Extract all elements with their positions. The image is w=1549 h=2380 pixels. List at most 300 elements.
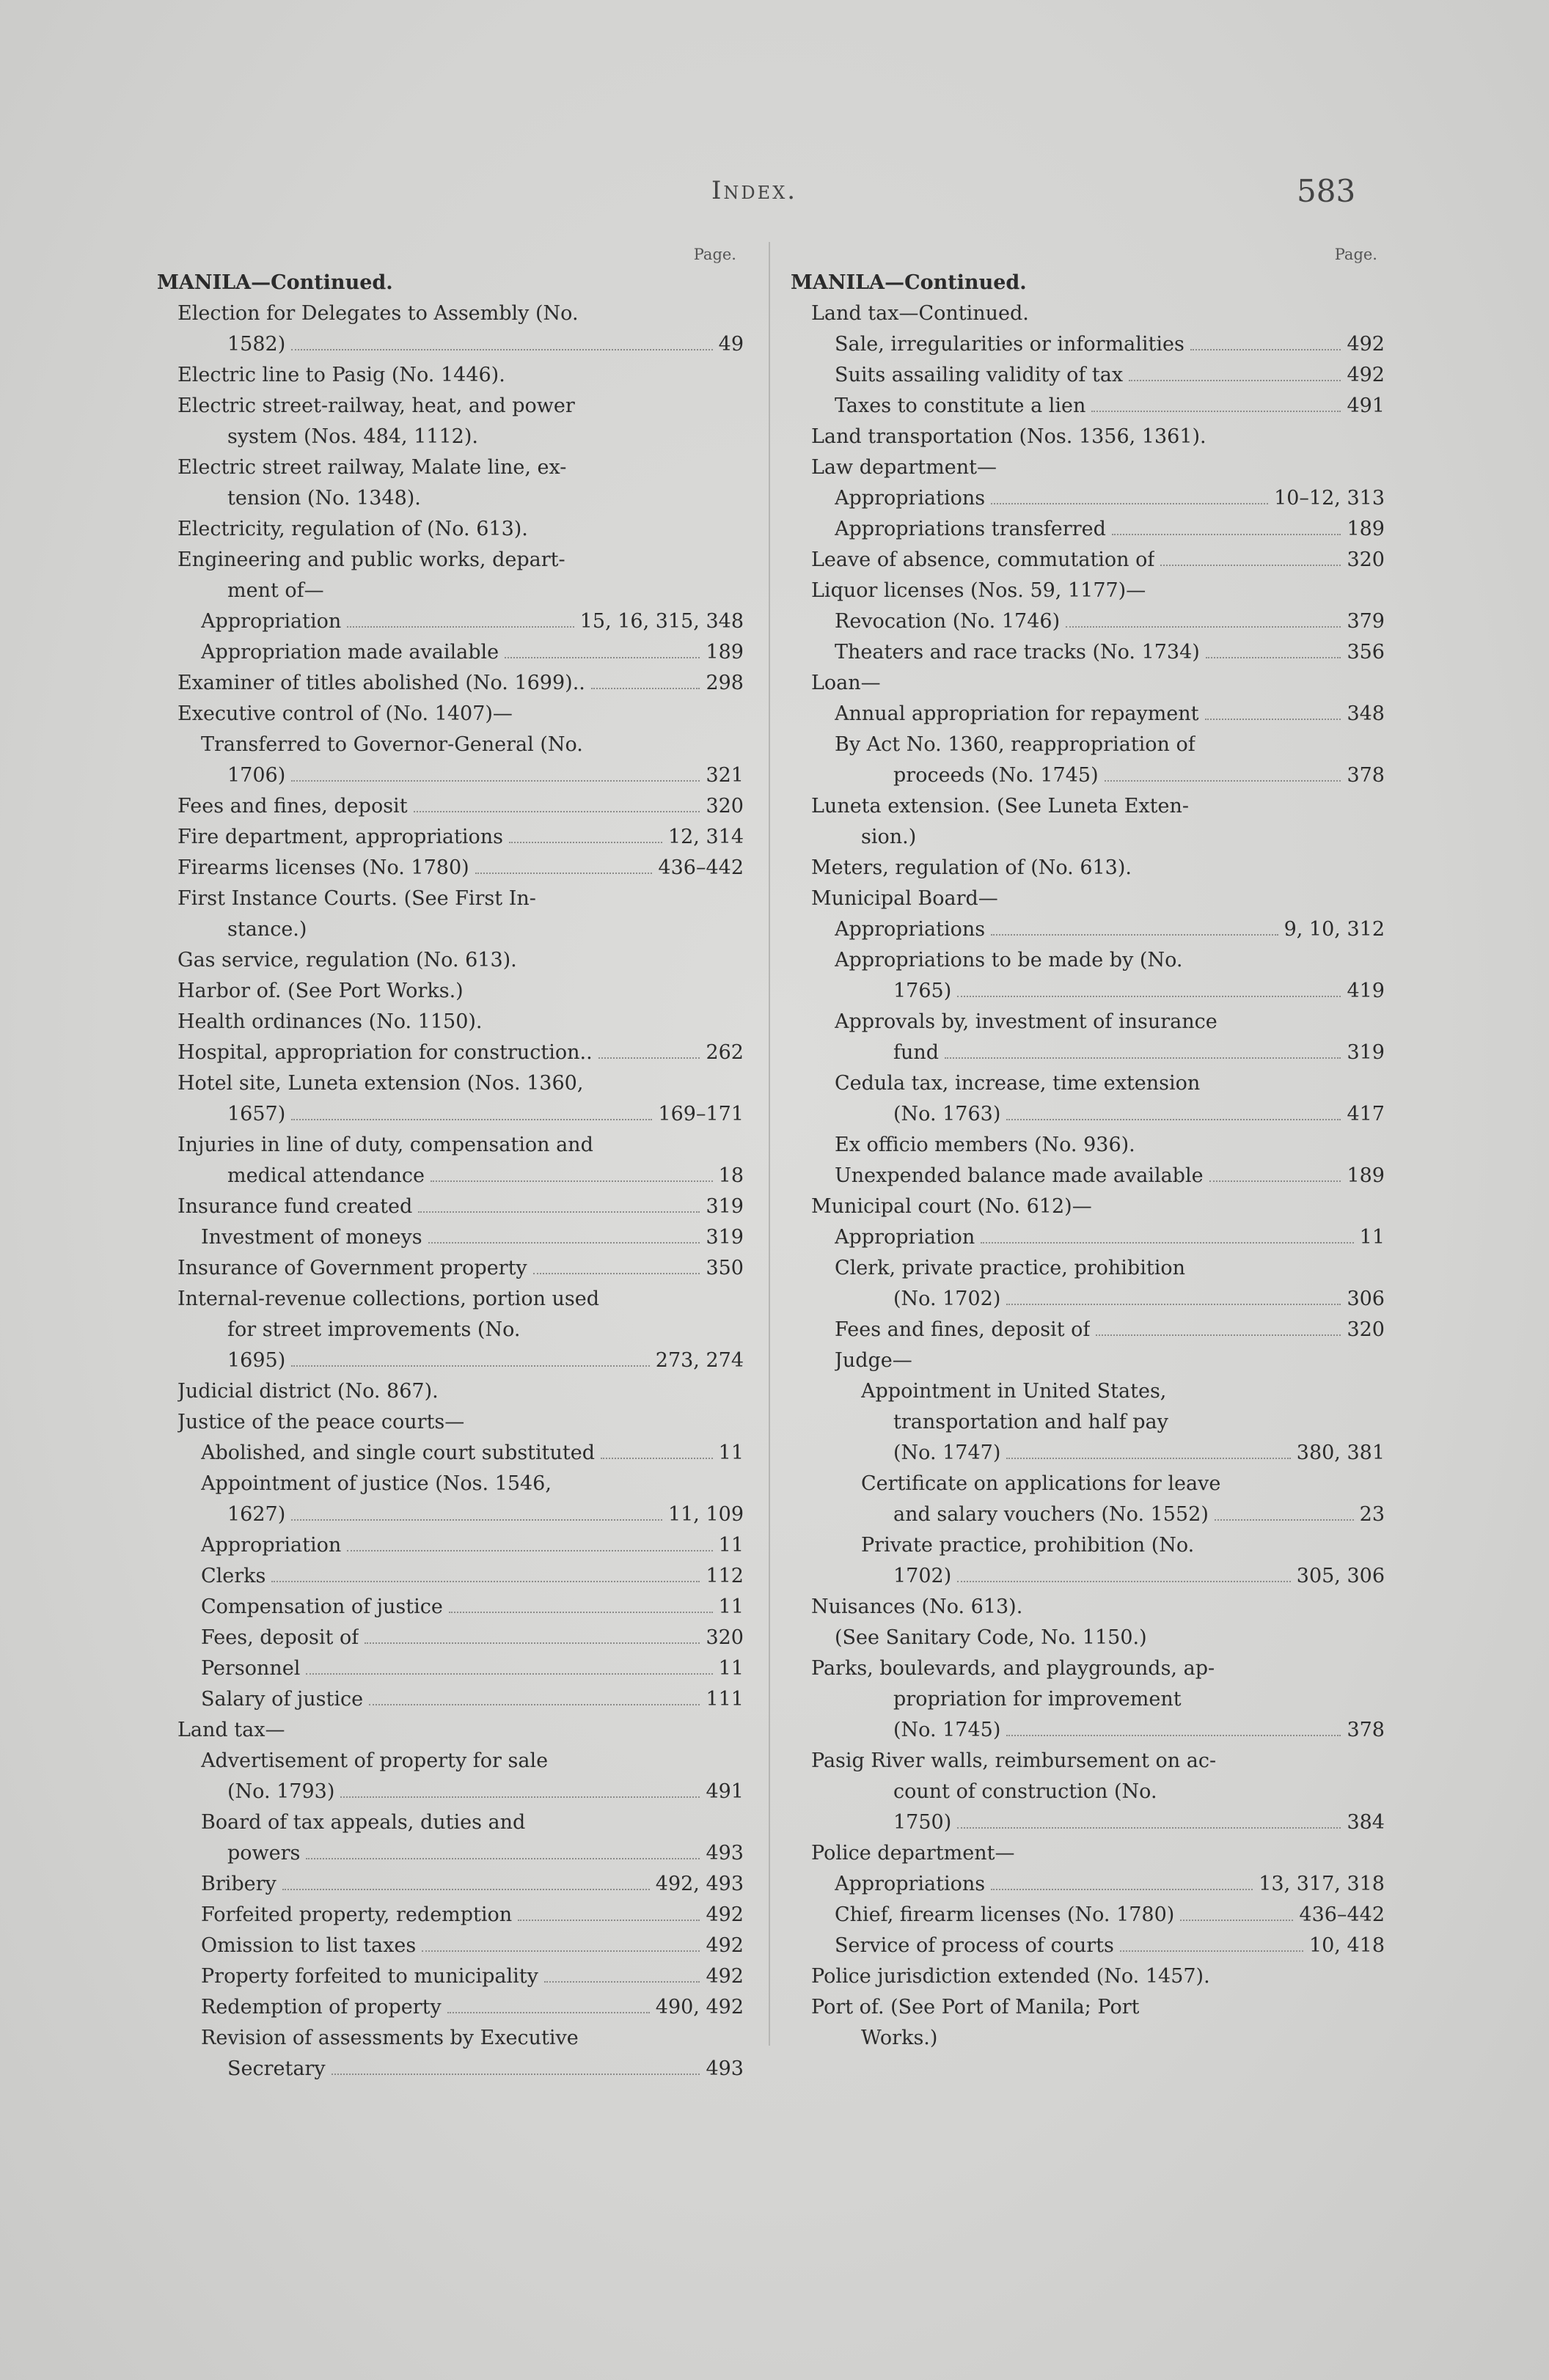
index-entry-text: powers bbox=[227, 1842, 301, 1865]
index-entry bbox=[157, 576, 744, 606]
index-entry-page: 492 bbox=[706, 1965, 744, 1988]
index-entry-text: Appropriation bbox=[201, 610, 342, 633]
dot-leader bbox=[957, 995, 1341, 997]
dot-leader bbox=[428, 1241, 700, 1244]
index-entry-text: Liquor licenses (Nos. 59, 1177)— bbox=[811, 579, 1146, 602]
index-entry bbox=[791, 268, 1385, 298]
index-column-left bbox=[157, 246, 744, 2085]
index-entry bbox=[791, 1931, 1385, 1961]
index-entry bbox=[157, 2054, 744, 2085]
index-entry bbox=[791, 1715, 1385, 1746]
index-entry-text: Transferred to Governor-General (No. bbox=[201, 733, 583, 756]
dot-leader bbox=[340, 1796, 700, 1798]
dot-leader bbox=[1160, 564, 1341, 566]
index-entry bbox=[791, 1561, 1385, 1592]
index-entry bbox=[791, 1469, 1385, 1499]
index-entry-text: Municipal Board— bbox=[811, 887, 998, 910]
index-entry-page: 350 bbox=[706, 1257, 744, 1279]
dot-leader bbox=[365, 1642, 700, 1644]
index-entry bbox=[791, 1099, 1385, 1130]
index-entry bbox=[791, 1037, 1385, 1068]
index-entry-text: Forfeited property, redemption bbox=[201, 1903, 513, 1926]
index-entry-page: 305, 306 bbox=[1296, 1565, 1385, 1587]
index-entry bbox=[791, 2023, 1385, 2054]
index-entry bbox=[157, 853, 744, 884]
index-entry bbox=[791, 1345, 1385, 1376]
index-entry bbox=[791, 884, 1385, 914]
index-entry-text: Bribery bbox=[201, 1873, 277, 1895]
index-entry-page: 11 bbox=[718, 1595, 744, 1618]
index-entry-text: Cedula tax, increase, time extension bbox=[835, 1072, 1201, 1095]
index-entry-page: 15, 16, 315, 348 bbox=[579, 610, 744, 633]
index-entry bbox=[157, 1530, 744, 1561]
index-entry-page: 18 bbox=[718, 1164, 744, 1187]
index-entry bbox=[157, 1222, 744, 1253]
index-entry-text: Law department— bbox=[811, 456, 997, 479]
dot-leader bbox=[991, 1888, 1253, 1890]
dot-leader bbox=[991, 502, 1268, 504]
dot-leader bbox=[1209, 1180, 1341, 1182]
index-entry bbox=[157, 699, 744, 730]
dot-leader bbox=[1180, 1919, 1293, 1921]
index-entry-text: MANILA—Continued. bbox=[791, 271, 1027, 294]
index-entry bbox=[157, 1592, 744, 1623]
index-column-right bbox=[791, 246, 1385, 2054]
index-entry-page: 419 bbox=[1347, 980, 1385, 1002]
dot-leader bbox=[957, 1826, 1341, 1829]
index-entry-page: 491 bbox=[706, 1780, 744, 1803]
index-entry-text: Sale, irregularities or informalities bbox=[835, 333, 1184, 356]
dot-leader bbox=[1129, 379, 1341, 381]
index-entry bbox=[157, 945, 744, 976]
index-entry-page: 320 bbox=[706, 1626, 744, 1649]
dot-leader bbox=[1190, 348, 1341, 350]
index-entry-text: Appropriation bbox=[835, 1226, 975, 1249]
index-entry-page: 262 bbox=[706, 1041, 744, 1064]
index-entry-page: 298 bbox=[706, 672, 744, 694]
index-entry-text: Abolished, and single court substituted bbox=[201, 1441, 596, 1464]
index-entry bbox=[791, 1807, 1385, 1838]
index-entry-text: Health ordinances (No. 1150). bbox=[177, 1010, 483, 1033]
index-entries-left bbox=[157, 268, 744, 2085]
index-entry-text: Chief, firearm licenses (No. 1780) bbox=[835, 1903, 1175, 1926]
index-entry-page: 436–442 bbox=[1299, 1903, 1385, 1926]
index-entry bbox=[157, 822, 744, 853]
index-entry bbox=[157, 1376, 744, 1407]
dot-leader bbox=[422, 1950, 700, 1952]
index-entry-page: 380, 381 bbox=[1296, 1441, 1385, 1464]
index-entry-text: Examiner of titles abolished (No. 1699).. bbox=[177, 672, 585, 694]
index-entry-text: tension (No. 1348). bbox=[227, 487, 421, 510]
index-entry-text: Board of tax appeals, duties and bbox=[201, 1811, 526, 1834]
dot-leader bbox=[509, 841, 662, 843]
index-entry bbox=[791, 298, 1385, 329]
index-entry-text: Property forfeited to municipality bbox=[201, 1965, 538, 1988]
index-entry-text: Ex officio members (No. 936). bbox=[835, 1134, 1135, 1156]
index-entry-text: Certificate on applications for leave bbox=[861, 1472, 1221, 1495]
index-entry bbox=[791, 637, 1385, 668]
index-entry-text: Appointment in United States, bbox=[861, 1380, 1167, 1403]
index-entry-text: Executive control of (No. 1407)— bbox=[177, 702, 513, 725]
dot-leader bbox=[291, 779, 700, 782]
dot-leader bbox=[332, 2073, 700, 2075]
dot-leader bbox=[991, 933, 1278, 936]
dot-leader bbox=[418, 1211, 700, 1213]
index-entry-text: MANILA—Continued. bbox=[157, 271, 393, 294]
index-entry bbox=[791, 514, 1385, 545]
index-entry-text: Approvals by, investment of insurance bbox=[835, 1010, 1217, 1033]
index-entry-text: Nuisances (No. 613). bbox=[811, 1595, 1023, 1618]
index-entry-text: Insurance fund created bbox=[177, 1195, 413, 1218]
index-entry bbox=[791, 1284, 1385, 1315]
index-entry bbox=[157, 360, 744, 391]
index-entry bbox=[791, 391, 1385, 422]
index-entry-text: Appropriations bbox=[835, 918, 986, 941]
index-entry bbox=[157, 1161, 744, 1191]
index-entry-page: 11 bbox=[718, 1657, 744, 1680]
index-entry-text: Land transportation (Nos. 1356, 1361). bbox=[811, 425, 1206, 448]
index-entry bbox=[157, 1900, 744, 1931]
dot-leader bbox=[347, 625, 574, 628]
index-entry bbox=[157, 1715, 744, 1746]
index-entry-page: 492, 493 bbox=[655, 1873, 744, 1895]
dot-leader bbox=[505, 656, 700, 658]
dot-leader bbox=[1205, 718, 1341, 720]
index-entry bbox=[791, 699, 1385, 730]
index-entry bbox=[157, 514, 744, 545]
index-entry bbox=[791, 730, 1385, 760]
index-entry-text: Secretary bbox=[227, 2057, 326, 2080]
index-entry-text: Fees and fines, deposit bbox=[177, 795, 408, 818]
index-entry bbox=[791, 853, 1385, 884]
index-entry-text: Municipal court (No. 612)— bbox=[811, 1195, 1092, 1218]
index-entry bbox=[791, 914, 1385, 945]
index-entry-text: Revision of assessments by Executive bbox=[201, 2027, 579, 2049]
index-entry-page: 493 bbox=[706, 2057, 744, 2080]
index-entry bbox=[157, 1284, 744, 1315]
index-entry bbox=[157, 1469, 744, 1499]
index-entry-text: stance.) bbox=[227, 918, 307, 941]
index-entry bbox=[791, 576, 1385, 606]
dot-leader bbox=[1006, 1457, 1290, 1459]
dot-leader bbox=[1215, 1518, 1354, 1521]
dot-leader bbox=[1006, 1118, 1341, 1120]
index-entry-page: 320 bbox=[706, 795, 744, 818]
index-entry bbox=[791, 452, 1385, 483]
index-entry bbox=[157, 545, 744, 576]
index-entry bbox=[157, 1191, 744, 1222]
index-entry-text: Land tax—Continued. bbox=[811, 302, 1029, 325]
index-entry bbox=[157, 730, 744, 760]
index-entry-text: Suits assailing validity of tax bbox=[835, 364, 1124, 386]
index-entry bbox=[791, 422, 1385, 452]
index-entry-text: Judge— bbox=[835, 1349, 912, 1372]
dot-leader bbox=[598, 1057, 700, 1059]
index-entry bbox=[157, 606, 744, 637]
dot-leader bbox=[291, 1518, 662, 1521]
index-entry-text: for street improvements (No. bbox=[227, 1318, 521, 1341]
dot-leader bbox=[1120, 1950, 1303, 1952]
dot-leader bbox=[414, 810, 700, 812]
index-entry-page: 319 bbox=[1347, 1041, 1385, 1064]
dot-leader bbox=[1006, 1734, 1341, 1736]
index-entry bbox=[791, 822, 1385, 853]
index-entry-text: 1706) bbox=[227, 764, 286, 787]
index-entry bbox=[791, 1315, 1385, 1345]
index-entry bbox=[157, 668, 744, 699]
index-entry-text: count of construction (No. bbox=[893, 1780, 1157, 1803]
index-entry-text: Clerk, private practice, prohibition bbox=[835, 1257, 1185, 1279]
index-entry bbox=[157, 1869, 744, 1900]
dot-leader bbox=[449, 1611, 713, 1613]
index-entry-text: ment of— bbox=[227, 579, 324, 602]
index-entry-page: 49 bbox=[718, 333, 744, 356]
index-entry-text: Personnel bbox=[201, 1657, 301, 1680]
index-entry-page: 378 bbox=[1347, 764, 1385, 787]
index-entry-page: 11 bbox=[718, 1534, 744, 1557]
index-entry bbox=[157, 914, 744, 945]
index-entry-text: Judicial district (No. 867). bbox=[177, 1380, 439, 1403]
index-entry-text: Engineering and public works, depart- bbox=[177, 548, 565, 571]
index-entry-text: (No. 1793) bbox=[227, 1780, 335, 1803]
index-entry-page: 169–171 bbox=[658, 1103, 744, 1125]
index-entry bbox=[791, 1068, 1385, 1099]
page-number: 583 bbox=[1297, 173, 1356, 209]
index-entry bbox=[157, 422, 744, 452]
index-entry-page: 10, 418 bbox=[1308, 1934, 1385, 1957]
dot-leader bbox=[475, 872, 653, 874]
index-entry bbox=[157, 1130, 744, 1161]
index-entry-text: Appropriations bbox=[835, 1873, 986, 1895]
index-entry bbox=[791, 606, 1385, 637]
index-entry-text: Parks, boulevards, and playgrounds, ap- bbox=[811, 1657, 1215, 1680]
index-entry-text: Leave of absence, commutation of bbox=[811, 548, 1155, 571]
index-entry-page: 492 bbox=[706, 1934, 744, 1957]
index-entry bbox=[791, 1222, 1385, 1253]
index-entry bbox=[791, 1592, 1385, 1623]
index-entry bbox=[157, 976, 744, 1007]
index-entry-text: Loan— bbox=[811, 672, 881, 694]
index-entry-page: 492 bbox=[1347, 333, 1385, 356]
index-entry-page: 13, 317, 318 bbox=[1259, 1873, 1385, 1895]
index-entry-text: Compensation of justice bbox=[201, 1595, 443, 1618]
index-entry bbox=[791, 1684, 1385, 1715]
index-entry bbox=[791, 1007, 1385, 1037]
index-entry-text: transportation and half pay bbox=[893, 1411, 1168, 1433]
index-entry bbox=[791, 945, 1385, 976]
dot-leader bbox=[1066, 625, 1341, 628]
index-entry-page: 320 bbox=[1347, 548, 1385, 571]
index-entry-page: 319 bbox=[706, 1226, 744, 1249]
dot-leader bbox=[447, 2011, 650, 2013]
index-entry-text: Theaters and race tracks (No. 1734) bbox=[835, 641, 1200, 664]
index-entry bbox=[791, 1838, 1385, 1869]
index-entry-text: By Act No. 1360, reappropriation of bbox=[835, 733, 1195, 756]
index-entry bbox=[157, 1961, 744, 1992]
index-entry-text: Electric street railway, Malate line, ex- bbox=[177, 456, 567, 479]
index-entry bbox=[791, 360, 1385, 391]
index-entry bbox=[791, 1653, 1385, 1684]
index-entry-text: Fire department, appropriations bbox=[177, 826, 503, 848]
index-entry-text: Police department— bbox=[811, 1842, 1015, 1865]
index-entry-page: 491 bbox=[1347, 394, 1385, 417]
index-entry-text: 1627) bbox=[227, 1503, 286, 1526]
index-entry-text: Salary of justice bbox=[201, 1688, 364, 1711]
dot-leader bbox=[591, 687, 700, 689]
index-entry-text: Appropriations bbox=[835, 487, 986, 510]
index-entry bbox=[157, 268, 744, 298]
page-column-label: Page. bbox=[1334, 246, 1377, 263]
index-entry-text: (No. 1747) bbox=[893, 1441, 1001, 1464]
index-entry-text: sion.) bbox=[861, 826, 917, 848]
index-entry-page: 319 bbox=[706, 1195, 744, 1218]
index-entry bbox=[157, 483, 744, 514]
dot-leader bbox=[601, 1457, 713, 1459]
index-entry bbox=[157, 1499, 744, 1530]
index-entry-text: Pasig River walls, reimbursement on ac- bbox=[811, 1749, 1217, 1772]
dot-leader bbox=[306, 1857, 700, 1859]
index-entry-text: Appointment of justice (Nos. 1546, bbox=[201, 1472, 552, 1495]
dot-leader bbox=[1006, 1303, 1341, 1305]
dot-leader bbox=[533, 1272, 700, 1274]
index-entry bbox=[791, 1407, 1385, 1438]
index-entry bbox=[157, 637, 744, 668]
index-entry-text: Electric street-railway, heat, and power bbox=[177, 394, 575, 417]
index-entry-text: Police jurisdiction extended (No. 1457). bbox=[811, 1965, 1210, 1988]
index-entry bbox=[157, 1561, 744, 1592]
index-entry bbox=[791, 1746, 1385, 1777]
running-head: Index. bbox=[711, 176, 798, 205]
index-entry bbox=[157, 1253, 744, 1284]
index-entry-page: 10–12, 313 bbox=[1274, 487, 1385, 510]
index-entry-text: First Instance Courts. (See First In- bbox=[177, 887, 536, 910]
index-entry-text: (No. 1702) bbox=[893, 1288, 1001, 1310]
index-entry bbox=[791, 668, 1385, 699]
index-entry-page: 11 bbox=[718, 1441, 744, 1464]
index-entry-page: 189 bbox=[1347, 518, 1385, 540]
index-entry-text: Firearms licenses (No. 1780) bbox=[177, 856, 469, 879]
index-entry bbox=[791, 1900, 1385, 1931]
index-entry-text: Fees and fines, deposit of bbox=[835, 1318, 1091, 1341]
index-entry-text: Fees, deposit of bbox=[201, 1626, 359, 1649]
index-entry-page: 189 bbox=[706, 641, 744, 664]
index-entry-text: Redemption of property bbox=[201, 1996, 442, 2019]
index-entry-text: Gas service, regulation (No. 613). bbox=[177, 949, 517, 972]
index-entry bbox=[157, 884, 744, 914]
index-entry bbox=[157, 1807, 744, 1838]
index-entry bbox=[157, 1623, 744, 1653]
index-entry-text: Annual appropriation for repayment bbox=[835, 702, 1199, 725]
index-entry-page: 320 bbox=[1347, 1318, 1385, 1341]
index-entry-text: Justice of the peace courts— bbox=[177, 1411, 465, 1433]
index-entry bbox=[157, 1838, 744, 1869]
dot-leader bbox=[347, 1549, 712, 1551]
index-entry-text: system (Nos. 484, 1112). bbox=[227, 425, 478, 448]
index-entry-text: 1582) bbox=[227, 333, 286, 356]
index-entry bbox=[157, 391, 744, 422]
dot-leader bbox=[981, 1241, 1353, 1244]
index-entry-text: Works.) bbox=[861, 2027, 938, 2049]
dot-leader bbox=[957, 1580, 1291, 1582]
index-entry-text: Unexpended balance made available bbox=[835, 1164, 1204, 1187]
index-entry-page: 379 bbox=[1347, 610, 1385, 633]
index-entry-text: Appropriation bbox=[201, 1534, 342, 1557]
index-entry bbox=[157, 760, 744, 791]
index-entry-page: 436–442 bbox=[658, 856, 744, 879]
index-entry bbox=[791, 1161, 1385, 1191]
dot-leader bbox=[271, 1580, 700, 1582]
index-entry-text: Private practice, prohibition (No. bbox=[861, 1534, 1195, 1557]
index-entry-page: 189 bbox=[1347, 1164, 1385, 1187]
dot-leader bbox=[1096, 1334, 1341, 1336]
index-entry bbox=[791, 1499, 1385, 1530]
dot-leader bbox=[291, 1118, 652, 1120]
index-entry bbox=[157, 452, 744, 483]
index-entry-text: Service of process of courts bbox=[835, 1934, 1114, 1957]
index-entry-text: (See Sanitary Code, No. 1150.) bbox=[835, 1626, 1147, 1649]
index-entry-text: 1657) bbox=[227, 1103, 286, 1125]
dot-leader bbox=[291, 1365, 650, 1367]
index-entry bbox=[157, 1345, 744, 1376]
index-entry bbox=[157, 1684, 744, 1715]
index-entry bbox=[157, 1777, 744, 1807]
index-entry-page: 493 bbox=[706, 1842, 744, 1865]
index-entry-text: Hospital, appropriation for construction.. bbox=[177, 1041, 593, 1064]
index-entry-page: 417 bbox=[1347, 1103, 1385, 1125]
index-entry bbox=[791, 1777, 1385, 1807]
index-entry-text: Investment of moneys bbox=[201, 1226, 422, 1249]
index-entry-page: 23 bbox=[1359, 1503, 1385, 1526]
index-entry-text: Clerks bbox=[201, 1565, 266, 1587]
index-entry-text: Appropriation made available bbox=[201, 641, 499, 664]
dot-leader bbox=[282, 1888, 650, 1890]
index-entry bbox=[791, 1376, 1385, 1407]
dot-leader bbox=[291, 348, 712, 350]
index-entry-page: 378 bbox=[1347, 1719, 1385, 1741]
dot-leader bbox=[369, 1703, 700, 1705]
index-entry-page: 306 bbox=[1347, 1288, 1385, 1310]
index-entry-page: 112 bbox=[706, 1565, 744, 1587]
index-entry-page: 492 bbox=[706, 1903, 744, 1926]
index-entry bbox=[791, 545, 1385, 576]
index-entry-page: 11, 109 bbox=[667, 1503, 744, 1526]
index-entry bbox=[157, 1653, 744, 1684]
index-entry bbox=[157, 1068, 744, 1099]
index-entry bbox=[791, 760, 1385, 791]
index-entry-text: proceeds (No. 1745) bbox=[893, 764, 1099, 787]
index-entry-text: Electricity, regulation of (No. 613). bbox=[177, 518, 528, 540]
dot-leader bbox=[1091, 410, 1341, 412]
index-entry bbox=[791, 329, 1385, 360]
dot-leader bbox=[1206, 656, 1341, 658]
index-entry bbox=[157, 329, 744, 360]
index-entry-text: (No. 1763) bbox=[893, 1103, 1001, 1125]
index-entry bbox=[157, 1407, 744, 1438]
index-entry bbox=[791, 976, 1385, 1007]
index-entry-page: 9, 10, 312 bbox=[1283, 918, 1385, 941]
index-entry-text: Appropriations transferred bbox=[835, 518, 1106, 540]
index-entry-page: 111 bbox=[706, 1688, 744, 1711]
dot-leader bbox=[518, 1919, 700, 1921]
index-entry-text: Electric line to Pasig (No. 1446). bbox=[177, 364, 505, 386]
index-entry bbox=[791, 1191, 1385, 1222]
index-entry-text: Port of. (See Port of Manila; Port bbox=[811, 1996, 1140, 2019]
page-column-label: Page. bbox=[693, 246, 736, 263]
index-entry bbox=[791, 1961, 1385, 1992]
index-entry-page: 321 bbox=[706, 764, 744, 787]
index-entry bbox=[157, 1992, 744, 2023]
index-entry-page: 11 bbox=[1359, 1226, 1385, 1249]
